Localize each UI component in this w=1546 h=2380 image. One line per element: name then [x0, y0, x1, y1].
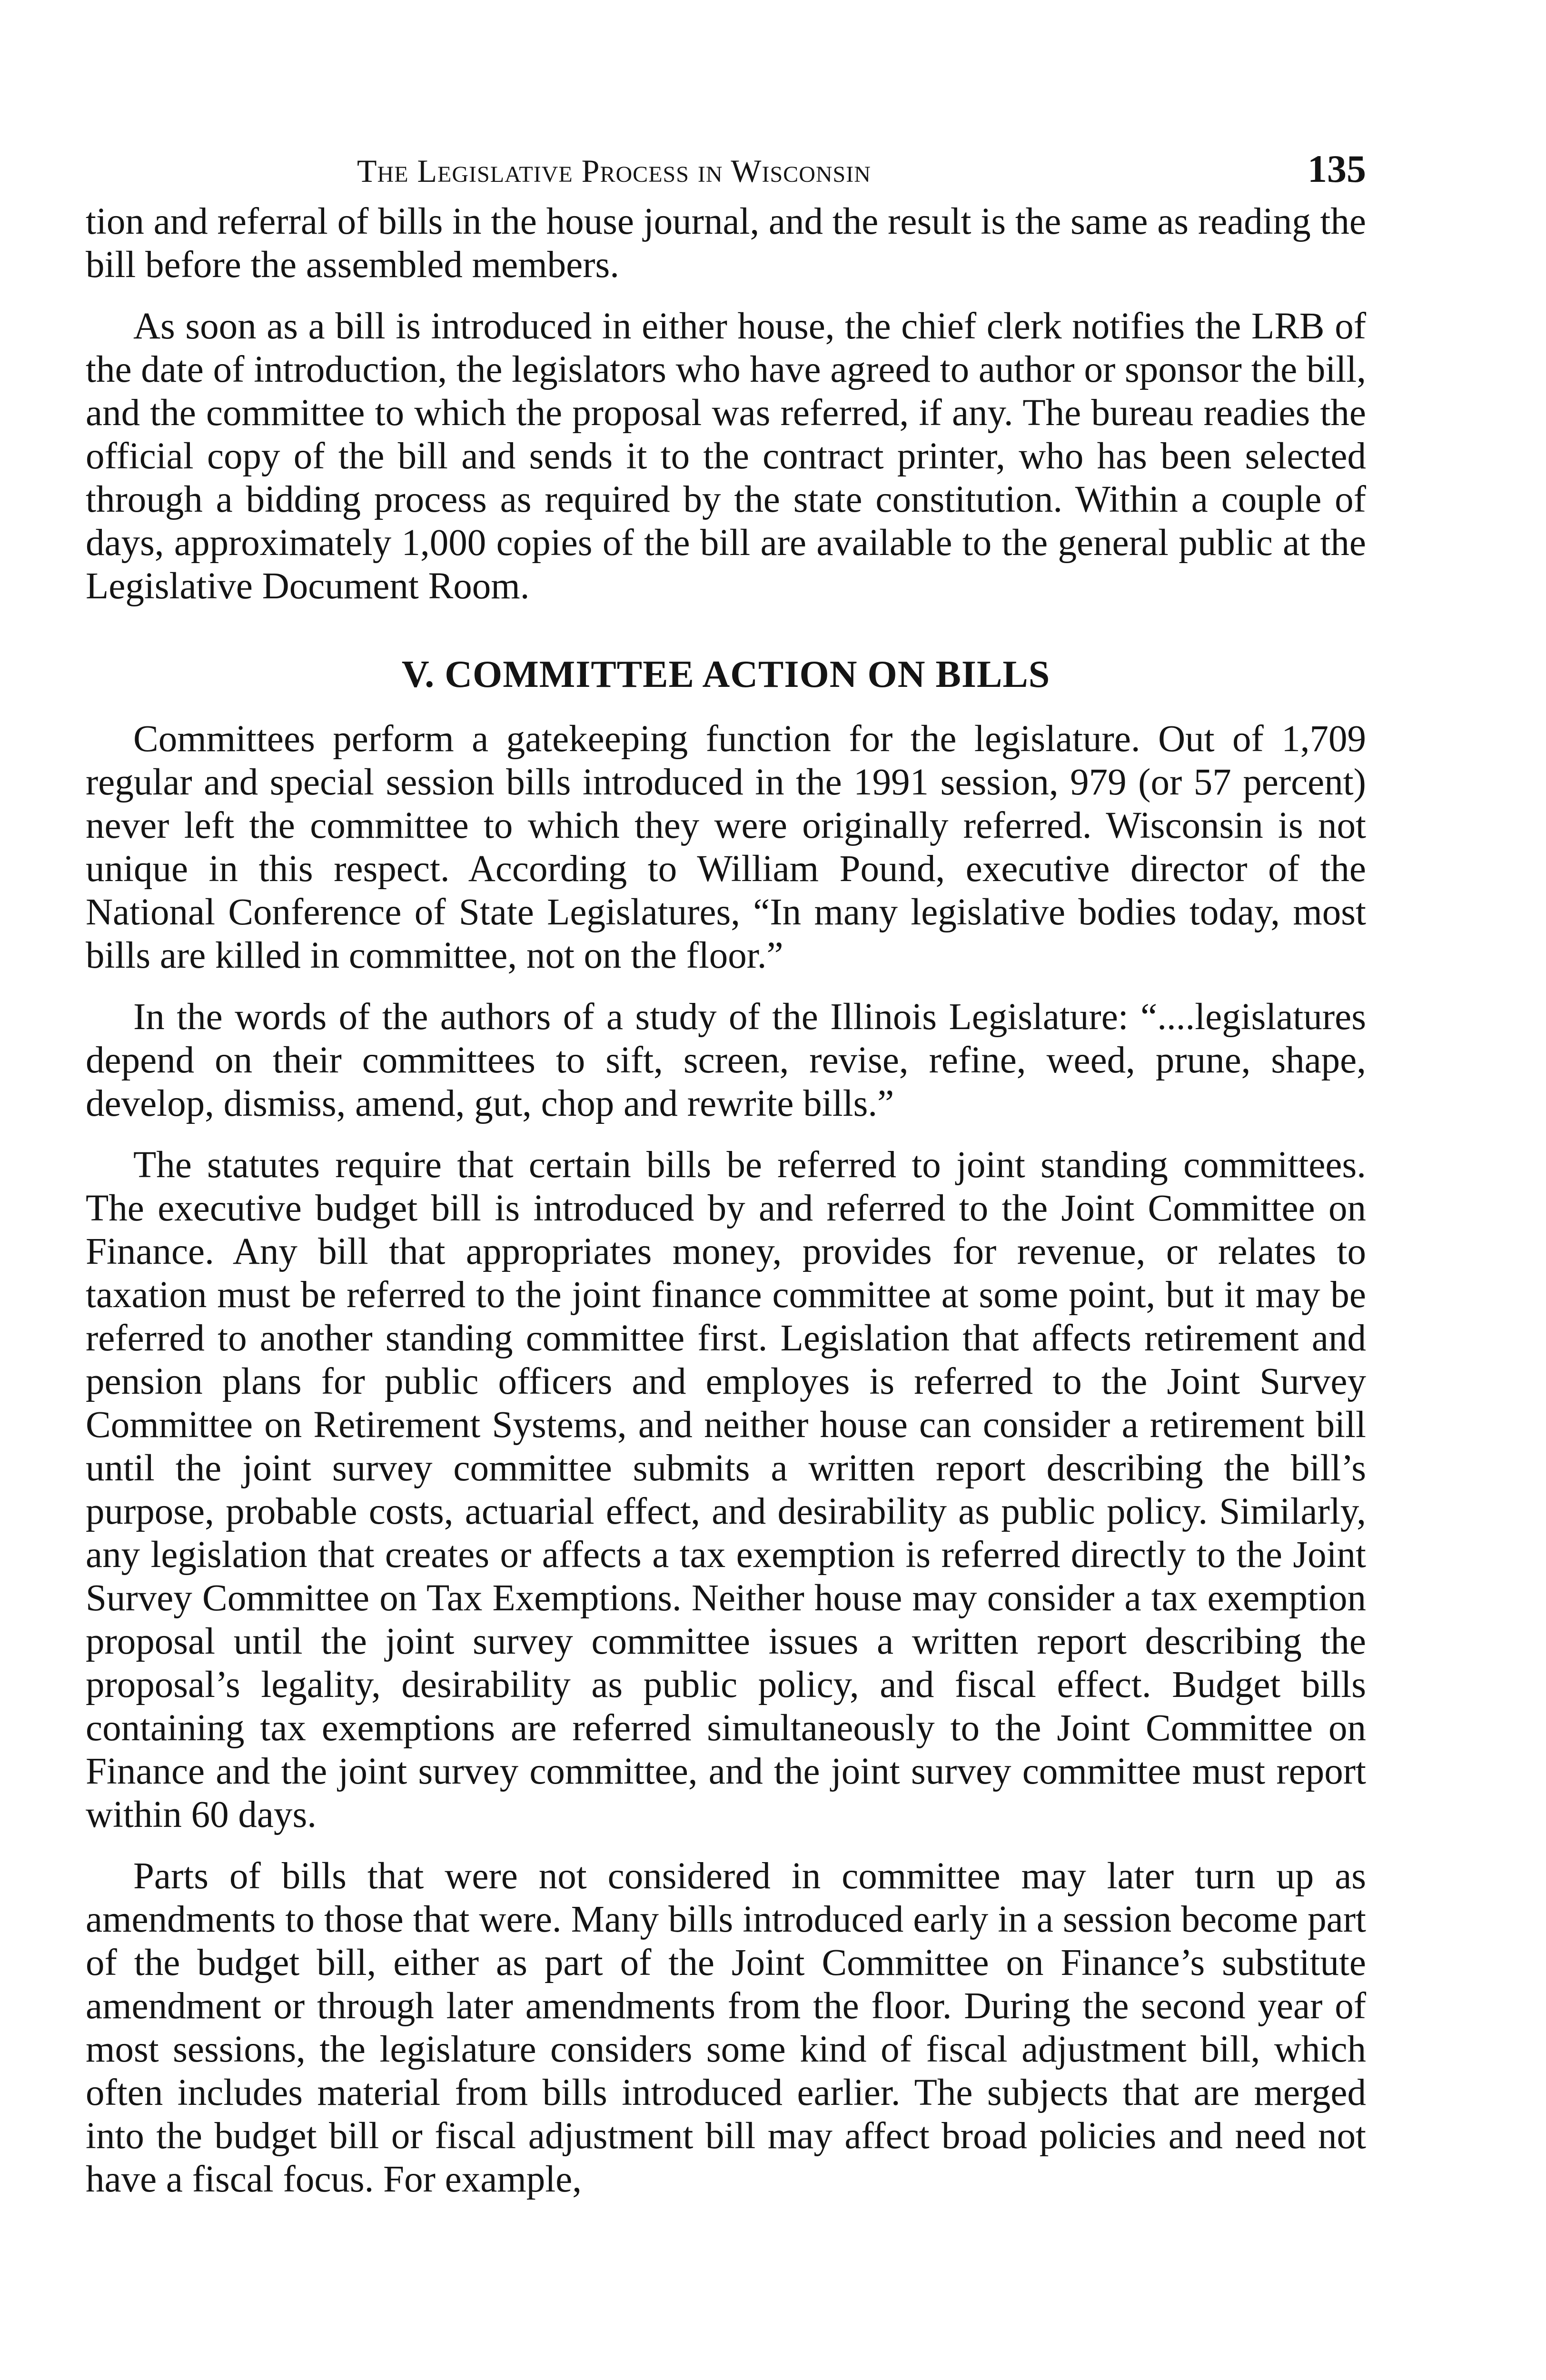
- running-header: [86, 138, 1366, 200]
- paragraph-bill-introduction: As soon as a bill is introduced in either house, the chief clerk notifies the LRB of the date of introduction, the legislators who have agreed to author or sponsor the bill, and the committee to which the proposal was referred, if any. The bureau readies the official copy of the bill and sends it to the contract printer, who has been selected through a bidding process as required by the state constitution. Within a couple of days, approximately 1,000 copies of the bill are available to the general public at the Legislative Document Room.: [86, 306, 1366, 607]
- page-number: 135: [1308, 147, 1366, 190]
- section-heading: V. COMMITTEE ACTION ON BILLS: [401, 654, 1050, 695]
- paragraph-joint-committees: The statutes require that certain bills be referred to joint standing committees. The executive budget bill is introduced by and referred to the Joint Committee on Finance. Any bill that appropriates money, provides for revenue, or relates to taxation must be referred to the joint finance committee at some point, but it may be referred to another standing committee first. Legislation that affects retirement and pension plans for public officers and employes is referred to the Joint Survey Committee on Retirement Systems, and neither house can consider a retirement bill until the joint survey committee submits a written report describing the bill’s purpose, probable costs, actuarial effect, and desirability as public policy. Similarly, any legislation that creates or affects a tax exemption is referred directly to the Joint Survey Committee on Tax Exemptions. Neither house may consider a tax exemption proposal until the joint survey committee issues a written report describing the proposal’s legality, desirability as public policy, and fiscal effect. Budget bills containing tax exemptions are referred simultaneously to the Joint Committee on Finance and the joint survey committee, and the joint survey committee must report within 60 days.: [86, 1144, 1366, 1835]
- running-header-title: The Legislative Process in Wisconsin: [357, 153, 871, 189]
- paragraph-continued: tion and referral of bills in the house journal, and the result is the same as reading the bill before the assembled members.: [86, 201, 1366, 286]
- paragraph-illinois-quote: In the words of the authors of a study of the Illinois Legislature: “....legislatures depend on their committees to sift, screen, revise, refine, weed, prune, shape, develop, dismiss, amend, gut, chop and rewrite bills.”: [86, 996, 1366, 1124]
- paragraph-amendments: Parts of bills that were not considered in committee may later turn up as amendments to those that were. Many bills introduced early in a session become part of the budget bill, either as part of the Joint Committee on Finance’s substitute amendment or through later amendments from the floor. During the second year of most sessions, the legislature considers some kind of fiscal adjustment bill, which often includes material from bills introduced earlier. The subjects that are merged into the budget bill or fiscal adjustment bill may affect broad policies and need not have a fiscal focus. For example,: [86, 1855, 1366, 2200]
- paragraph-gatekeeping: Committees perform a gatekeeping function for the legislature. Out of 1,709 regular and special session bills introduced in the 1991 session, 979 (or 57 percent) never left the committee to which they were originally referred. Wisconsin is not unique in this respect. According to William Pound, executive director of the National Conference of State Legislatures, “In many legislative bodies today, most bills are killed in committee, not on the floor.”: [86, 718, 1366, 976]
- document-page: [86, 138, 1366, 2219]
